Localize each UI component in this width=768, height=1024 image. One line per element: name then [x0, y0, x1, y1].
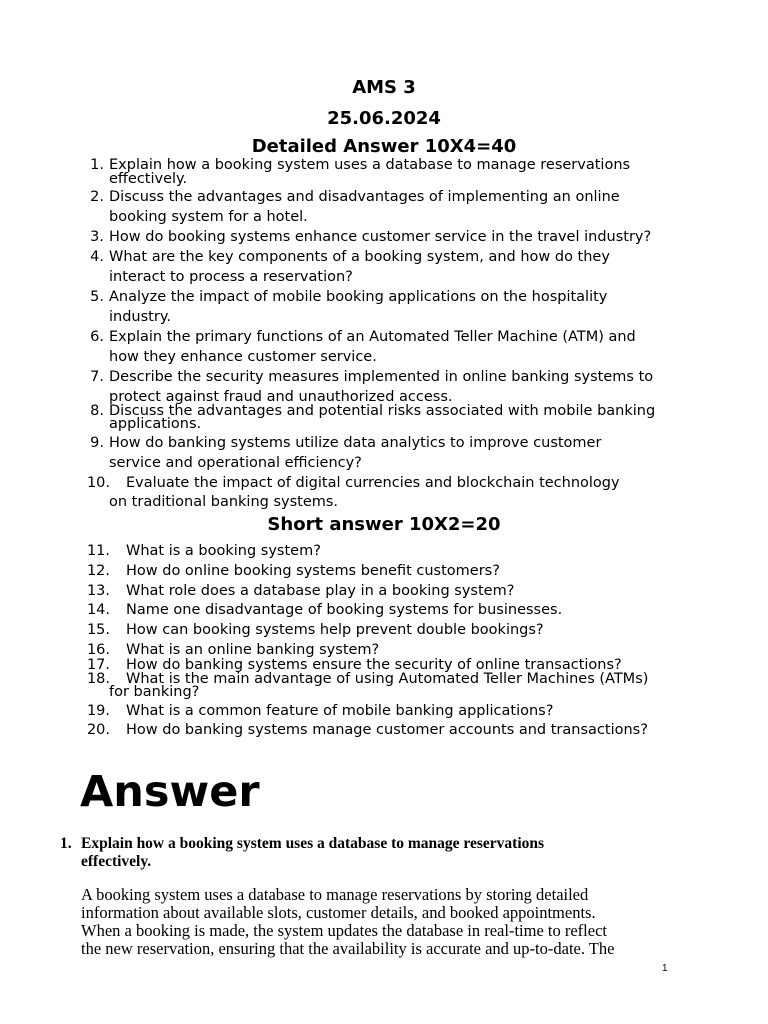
question-text: How do banking systems utilize data analytics to improve customer — [109, 435, 602, 451]
question-text: how they enhance customer service. — [109, 349, 377, 365]
question-text: on traditional banking systems. — [109, 494, 339, 510]
question-text: What is a common feature of mobile banking applications? — [126, 703, 554, 719]
question-number: 5. — [90, 289, 104, 305]
question-text: Describe the security measures implemented in online banking systems to — [109, 369, 654, 385]
answer-heading: Answer — [80, 767, 260, 817]
question-text: Discuss the advantages and potential risks associated with mobile banking — [109, 403, 656, 419]
question-number: 7. — [90, 369, 104, 385]
question-text: What role does a database play in a booking system? — [126, 583, 515, 599]
question-number: 13. — [86, 583, 110, 599]
exam-date: 25.06.2024 — [327, 108, 441, 129]
question-text: service and operational efficiency? — [109, 455, 362, 471]
question-text: applications. — [109, 416, 202, 432]
question-text: Name one disadvantage of booking systems for businesses. — [126, 602, 563, 618]
question-text: Discuss the advantages and disadvantages of implementing an online — [109, 189, 620, 205]
question-text: effectively. — [109, 171, 188, 187]
answer-question-number: 1. — [60, 835, 72, 852]
question-number: 1. — [90, 157, 104, 173]
answer-paragraph-line: A booking system uses a database to manage reservations by storing detailed — [81, 885, 589, 904]
question-text: Analyze the impact of mobile booking applications on the hospitality — [109, 289, 608, 305]
question-text: How do online booking systems benefit customers? — [126, 563, 500, 579]
answer-question-text: Explain how a booking system uses a database to manage reservations — [81, 835, 545, 852]
question-number: 11. — [86, 543, 110, 559]
answer-paragraph-line: the new reservation, ensuring that the availability is accurate and up-to-date. The — [81, 939, 615, 958]
question-text: industry. — [109, 309, 171, 325]
question-number: 16. — [86, 642, 110, 658]
section-title-detailed: Detailed Answer 10X4=40 — [251, 136, 517, 157]
question-text: protect against fraud and unauthorized access. — [109, 389, 453, 405]
question-number: 20. — [86, 722, 110, 738]
question-text: How can booking systems help prevent double bookings? — [126, 622, 544, 638]
question-number: 2. — [90, 189, 104, 205]
question-text: for banking? — [109, 684, 200, 700]
question-number: 10. — [86, 475, 110, 491]
question-number: 3. — [90, 229, 104, 245]
question-number: 6. — [90, 329, 104, 345]
question-text: Evaluate the impact of digital currencies and blockchain technology — [126, 475, 620, 491]
question-text: What is the main advantage of using Automated Teller Machines (ATMs) — [126, 671, 649, 687]
question-text: interact to process a reservation? — [109, 269, 353, 285]
question-number: 17. — [86, 657, 110, 673]
question-text: booking system for a hotel. — [109, 209, 308, 225]
question-number: 8. — [90, 403, 104, 419]
question-text: What is a booking system? — [126, 543, 321, 559]
question-text: Explain the primary functions of an Automated Teller Machine (ATM) and — [109, 329, 636, 345]
question-text: How do booking systems enhance customer service in the travel industry? — [109, 229, 652, 245]
question-number: 14. — [86, 602, 110, 618]
question-number: 4. — [90, 249, 104, 265]
question-text: What are the key components of a booking system, and how do they — [109, 249, 610, 265]
answer-paragraph-line: When a booking is made, the system updates the database in real-time to reflect — [81, 921, 607, 940]
question-text: How do banking systems manage customer accounts and transactions? — [126, 722, 648, 738]
question-text: Explain how a booking system uses a database to manage reservations — [109, 157, 631, 173]
question-number: 9. — [90, 435, 104, 451]
question-text: What is an online banking system? — [126, 642, 380, 658]
section-title-short: Short answer 10X2=20 — [267, 514, 501, 535]
question-number: 19. — [86, 703, 110, 719]
question-number: 12. — [86, 563, 110, 579]
page-number: 1 — [662, 963, 668, 974]
question-number: 18. — [86, 671, 110, 687]
question-number: 15. — [86, 622, 110, 638]
question-text: How do banking systems ensure the security of online transactions? — [126, 657, 622, 673]
answer-question-text: effectively. — [81, 853, 152, 870]
answer-paragraph-line: information about available slots, customer details, and booked appointments. — [81, 903, 596, 922]
course-title: AMS 3 — [352, 77, 416, 98]
